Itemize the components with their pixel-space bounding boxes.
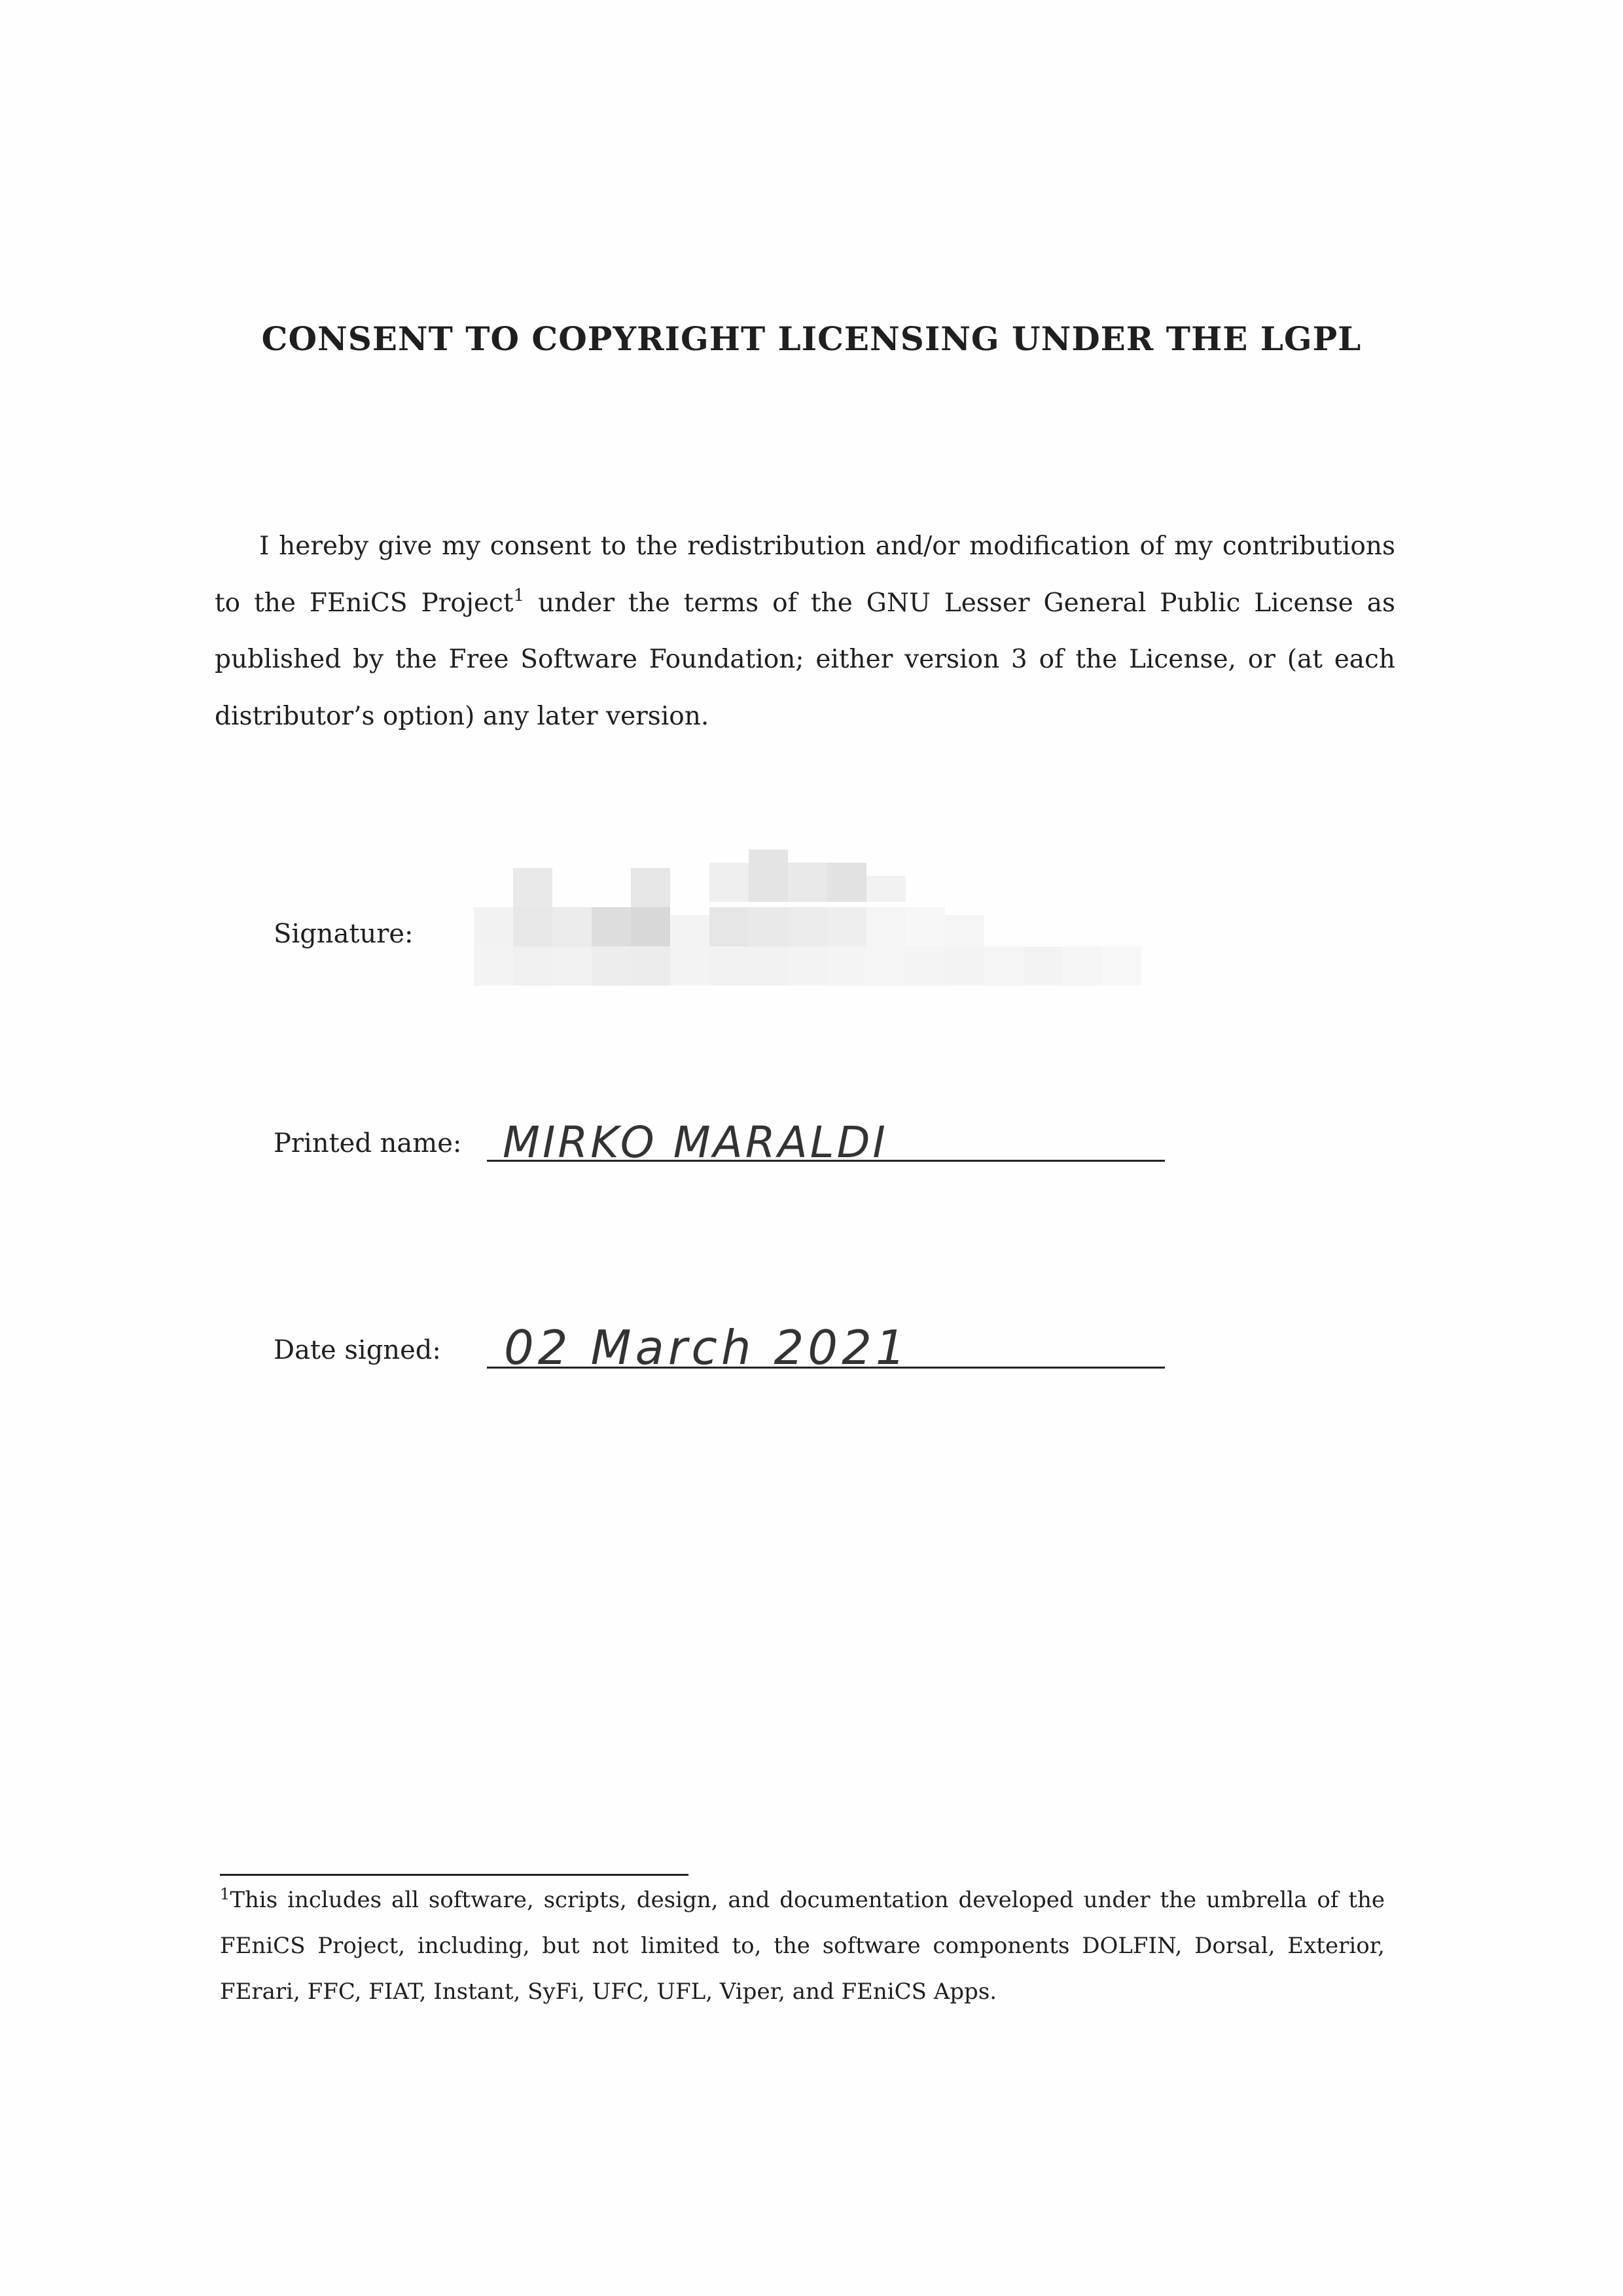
svg-text:MIRKO MARALDI: MIRKO MARALDI (503, 1117, 888, 1168)
printed-name-handwriting (503, 1111, 921, 1173)
footnote (220, 1877, 1385, 2015)
footnote-rule (220, 1874, 688, 1876)
footnote-reference: 1 (513, 585, 525, 605)
document-title: CONSENT TO COPYRIGHT LICENSING UNDER THE LGPL (261, 319, 1362, 358)
footnote-number: 1 (220, 1885, 230, 1903)
printed-name-label: Printed name: (274, 1128, 462, 1158)
consent-paragraph (215, 518, 1395, 745)
redacted-signature (474, 843, 1181, 987)
date-signed-label: Date signed: (274, 1335, 441, 1365)
date-signed-handwriting (504, 1313, 1001, 1381)
footnote-text: This includes all software, scripts, design, and documentation developed under the umbrella of the FEniCS Project, including, but not limited to, the software components DOLFIN, Dorsal, Exterior, FErari, FFC, FIAT, Instant, SyFi, UFC, UFL, Viper, and FEniCS Apps. (220, 1887, 1385, 2005)
signature-label: Signature: (274, 919, 414, 949)
consent-text-part-1: I hereby give my consent to the redistribution and/or modification of my contributions to the FEniCS Project (215, 531, 1395, 618)
svg-text:02 March 2021: 02 March 2021 (504, 1320, 910, 1375)
consent-text-part-2: under the terms of the GNU Lesser General Public License as published by the Free Software Foundation; either version 3 of the License, or (at each distributor’s option) any later version. (215, 588, 1395, 731)
